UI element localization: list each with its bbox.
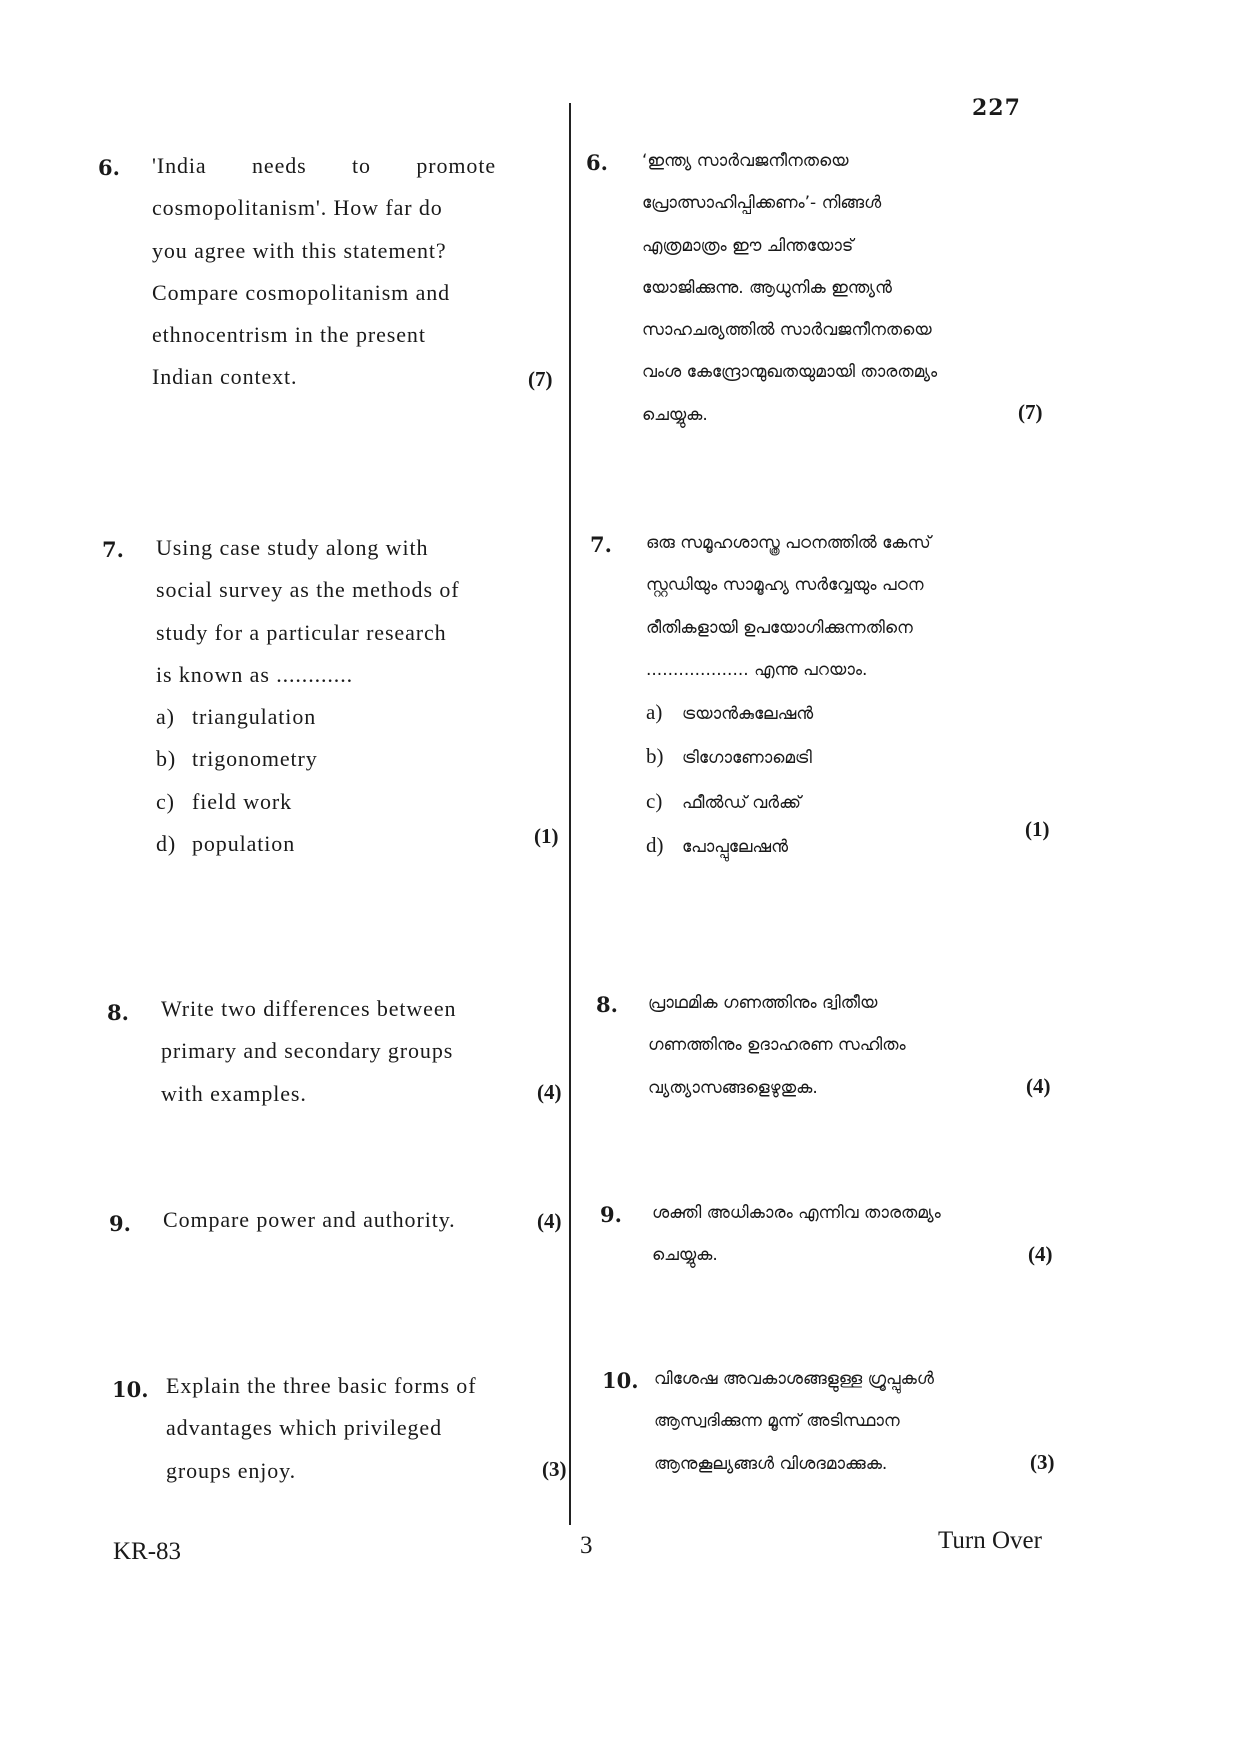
text-line: ആസ്വദിക്കുന്ന മൂന്ന് അടിസ്ഥാന	[654, 1411, 900, 1432]
text-line: സാഹചര്യത്തിൽ സാർവജനീനതയെ	[642, 320, 932, 341]
marks: (4)	[537, 1080, 562, 1104]
question-number: 7.	[590, 532, 612, 557]
text-line: Explain the three basic forms of	[166, 1373, 477, 1398]
marks: (4)	[537, 1209, 562, 1233]
text-line: സ്റ്റഡിയും സാമൂഹ്യ സർവ്വേയും പഠന	[646, 575, 924, 596]
text-line: social survey as the methods of	[156, 577, 460, 603]
text-line: വംശ കേന്ദ്രോന്മുഖതയുമായി താരതമ്യം	[642, 362, 938, 383]
question-text	[654, 1358, 1006, 1485]
text-line: you agree with this statement?	[152, 237, 447, 263]
text-line: ................... എന്നു പറയാം.	[646, 659, 868, 680]
marks: (3)	[1030, 1450, 1055, 1474]
text-line: cosmopolitanism'. How far do	[152, 195, 443, 221]
text-line: Using case study along with	[156, 535, 429, 560]
page-number: 227	[972, 95, 1021, 121]
question-number: 6.	[586, 150, 608, 175]
question-text	[646, 522, 996, 868]
text-line: ‘ഇന്ത്യ സാർവജനീനതയെ	[642, 151, 849, 171]
option-b: b) trigonometry	[156, 746, 318, 772]
text-line: Compare cosmopolitanism and	[152, 279, 451, 305]
question-text	[163, 1199, 523, 1241]
text-line: പ്രാഥമിക ഗണത്തിനും ദ്വിതീയ	[648, 993, 878, 1013]
question-number: 8.	[596, 992, 618, 1017]
text-line: ഗണത്തിനും ഉദാഹരണ സഹിതം	[648, 1035, 906, 1056]
text-line: ആനുകൂല്യങ്ങൾ വിശദമാക്കുക.	[654, 1453, 888, 1474]
option-b: b) ട്രിഗോണോമെട്രി	[646, 744, 812, 769]
question-number: 10.	[112, 1377, 149, 1402]
text-line: രീതികളായി ഉപയോഗിക്കുന്നതിനെ	[646, 617, 913, 638]
column-divider	[569, 103, 571, 1525]
text-line: വിശേഷ അവകാശങ്ങളുള്ള ഗ്രൂപ്പുകൾ	[654, 1369, 934, 1389]
question-number: 9.	[109, 1211, 131, 1236]
marks: (4)	[1026, 1074, 1051, 1098]
option-a: a) triangulation	[156, 704, 317, 730]
option-c: c) ഫീൽഡ് വർക്ക്	[646, 788, 801, 813]
option-a: a) ട്രയാൻകുലേഷൻ	[646, 700, 814, 725]
question-number: 9.	[600, 1202, 622, 1227]
question-text	[156, 527, 506, 865]
marks: (7)	[1018, 400, 1043, 424]
marks: (3)	[542, 1457, 567, 1481]
question-text	[161, 988, 521, 1115]
question-number: 10.	[602, 1368, 639, 1393]
text-line: ശക്തി അധികാരം എന്നിവ താരതമ്യം	[652, 1203, 941, 1223]
text-line: 'India needs to promote	[152, 153, 496, 178]
text-line: study for a particular research	[156, 619, 447, 645]
text-line: ethnocentrism in the present	[152, 322, 426, 348]
text-line: is known as ............	[156, 661, 353, 687]
exam-code: KR-83	[113, 1538, 182, 1565]
text-line: വ്യത്യാസങ്ങളെഴുതുക.	[648, 1077, 818, 1098]
text-line: യോജിക്കുന്നു. ആധുനിക ഇന്ത്യൻ	[642, 277, 892, 298]
text-line: with examples.	[161, 1080, 307, 1106]
question-number: 7.	[102, 537, 124, 562]
turn-over-label: Turn Over	[938, 1527, 1042, 1554]
text-line: എത്രമാത്രം ഈ ചിന്തയോട്	[642, 235, 854, 256]
text-line: groups enjoy.	[166, 1457, 297, 1483]
option-d: d) population	[156, 831, 296, 857]
option-d: d) പോപ്പുലേഷൻ	[646, 833, 788, 858]
text-line: Write two differences between	[161, 996, 457, 1021]
marks: (1)	[1025, 817, 1050, 841]
question-text	[652, 1192, 1002, 1277]
question-number: 8.	[107, 1000, 129, 1025]
text-line: primary and secondary groups	[161, 1038, 454, 1064]
text-line: ഒരു സമൂഹശാസ്ത്ര പഠനത്തിൽ കേസ്	[646, 533, 931, 553]
text-line: ചെയ്യുക.	[642, 404, 708, 425]
marks: (4)	[1028, 1242, 1053, 1266]
text-line: പ്രോത്സാഹിപ്പിക്കണം’- നിങ്ങൾ	[642, 193, 882, 214]
question-text	[648, 982, 998, 1109]
marks: (7)	[528, 367, 553, 391]
question-text	[642, 140, 997, 436]
question-text	[152, 145, 496, 399]
marks: (1)	[534, 824, 559, 848]
text-line: Indian context.	[152, 364, 298, 390]
text-line: Compare power and authority.	[163, 1207, 456, 1232]
question-text	[166, 1365, 526, 1492]
option-c: c) field work	[156, 788, 293, 814]
text-line: ചെയ്യുക.	[652, 1245, 718, 1266]
footer-page-number: 3	[580, 1532, 593, 1559]
text-line: advantages which privileged	[166, 1415, 442, 1441]
question-number: 6.	[98, 155, 120, 180]
